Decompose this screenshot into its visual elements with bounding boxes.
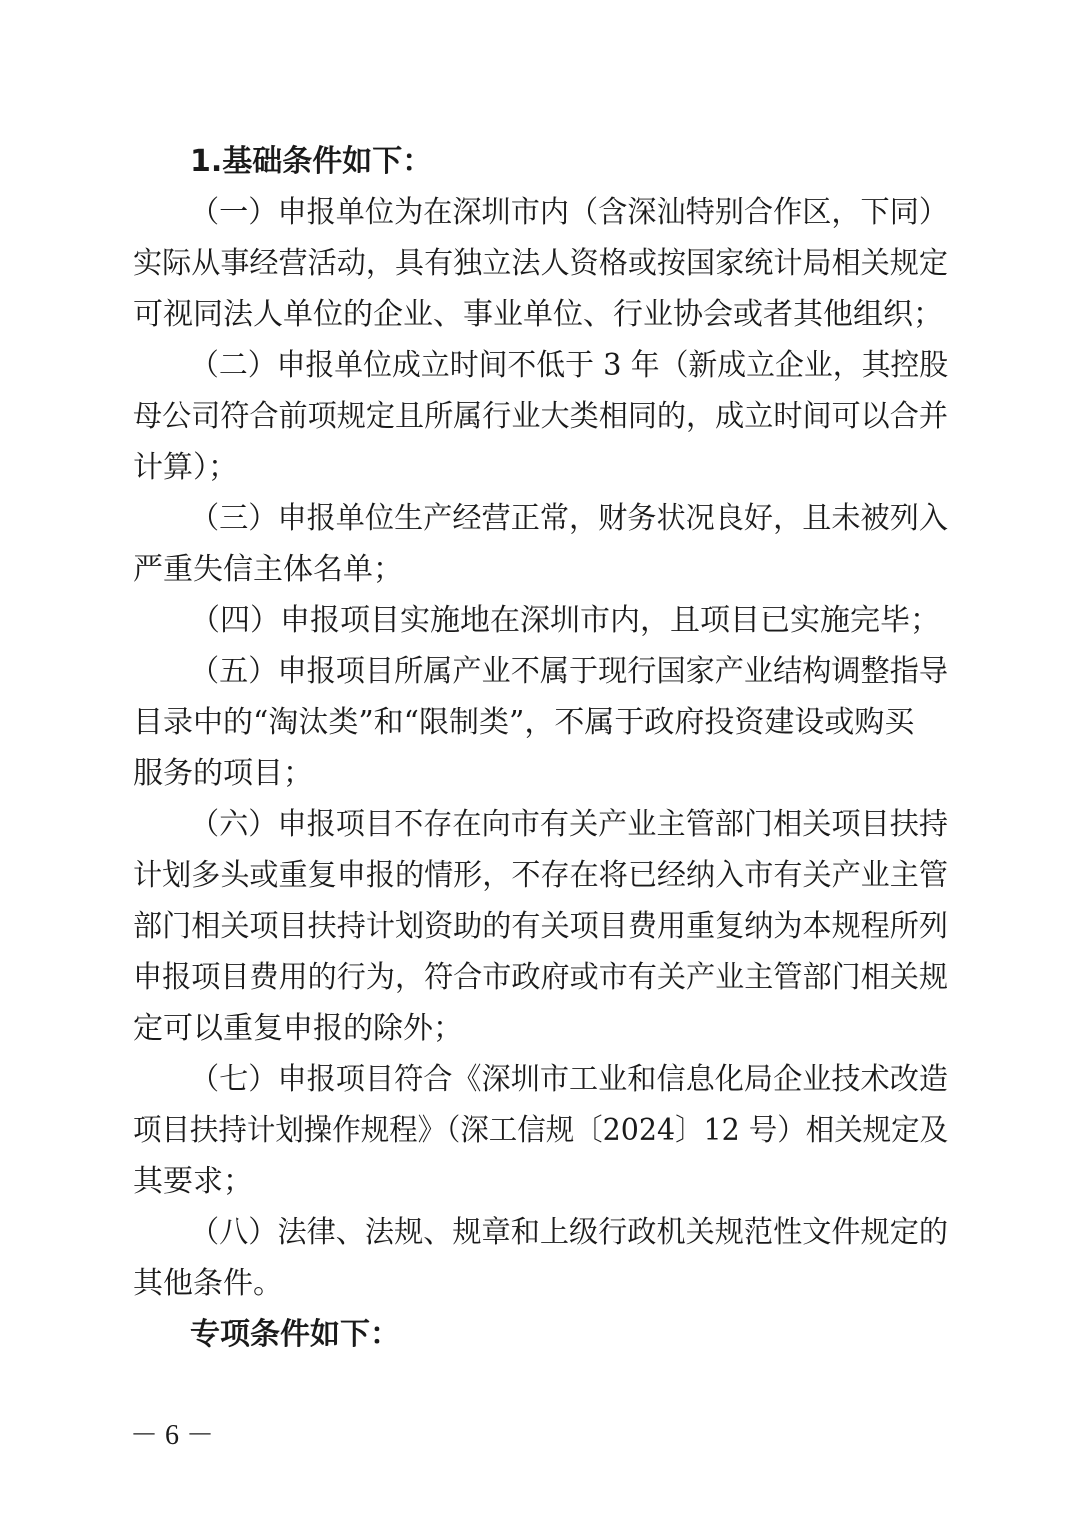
paragraph-line: （三）申报单位生产经营正常，财务状况良好，且未被列入	[190, 501, 948, 536]
paragraph-line: 可视同法人单位的企业、事业单位、行业协会或者其他组织；	[133, 297, 943, 332]
paragraph-line: 其他条件。	[133, 1266, 283, 1301]
paragraph-line: （四）申报项目实施地在深圳市内，且项目已实施完毕；	[190, 603, 940, 638]
paragraph-line: 实际从事经营活动，具有独立法人资格或按国家统计局相关规定	[133, 246, 948, 281]
paragraph-line: （八）法律、法规、规章和上级行政机关规范性文件规定的	[190, 1215, 948, 1250]
section-heading-special-conditions: 专项条件如下：	[190, 1317, 400, 1352]
paragraph-line: 严重失信主体名单；	[133, 552, 403, 587]
paragraph-line: 计算）；	[133, 450, 238, 485]
paragraph-line: （五）申报项目所属产业不属于现行国家产业结构调整指导	[190, 654, 948, 689]
paragraph-line: 定可以重复申报的除外；	[133, 1011, 463, 1046]
paragraph-line: 项目扶持计划操作规程》（深工信规〔2024〕12 号）相关规定及	[133, 1113, 949, 1148]
paragraph-line: （二）申报单位成立时间不低于 3 年（新成立企业，其控股	[190, 348, 949, 383]
paragraph-line: （一）申报单位为在深圳市内（含深汕特别合作区，下同）	[190, 195, 948, 230]
paragraph-line: 其要求；	[133, 1164, 253, 1199]
paragraph-line: 申报项目费用的行为，符合市政府或市有关产业主管部门相关规	[133, 960, 948, 995]
paragraph-line: 母公司符合前项规定且所属行业大类相同的，成立时间可以合并	[133, 399, 948, 434]
page-number: － 6 －	[130, 1420, 215, 1451]
paragraph-line: 服务的项目；	[133, 756, 313, 791]
paragraph-line: 计划多头或重复申报的情形，不存在将已经纳入市有关产业主管	[133, 858, 948, 893]
paragraph-line: 部门相关项目扶持计划资助的有关项目费用重复纳为本规程所列	[133, 909, 948, 944]
paragraph-line: 目录中的“淘汰类”和“限制类”，不属于政府投资建设或购买	[133, 705, 915, 740]
paragraph-line: （七）申报项目符合《深圳市工业和信息化局企业技术改造	[190, 1062, 948, 1097]
section-heading-basic-conditions: 1.基础条件如下：	[190, 144, 433, 179]
paragraph-line: （六）申报项目不存在向市有关产业主管部门相关项目扶持	[190, 807, 948, 842]
